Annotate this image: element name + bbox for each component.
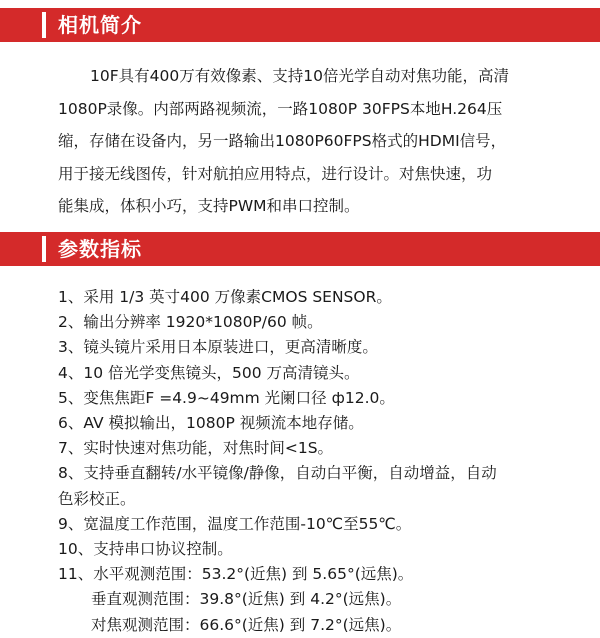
header-bar-mark — [42, 12, 46, 38]
intro-line: 1080P录像。内部两路视频流，一路1080P 30FPS本地H.264压 — [58, 99, 503, 118]
param-item: 3、镜头镜片采用日本原装进口，更高清晰度。 — [58, 338, 378, 357]
param-item: 7、实时快速对焦功能，对焦时间<1S。 — [58, 439, 334, 458]
param-item: 2、输出分辨率 1920*1080P/60 帧。 — [58, 313, 323, 332]
param-subitem: 垂直观测范围：39.8°(近焦) 到 4.2°(远焦)。 — [91, 590, 402, 609]
param-item: 10、支持串口协议控制。 — [58, 540, 233, 559]
param-item: 1、采用 1/3 英寸400 万像素CMOS SENSOR。 — [58, 288, 392, 306]
param-item: 11、水平观测范围：53.2°(近焦) 到 5.65°(远焦)。 — [58, 565, 414, 584]
intro-paragraph — [58, 60, 558, 223]
section-title-params: 参数指标 — [58, 237, 142, 261]
params-list — [58, 285, 578, 638]
intro-line: 缩，存储在设备内，另一路输出1080P60FPS格式的HDMI信号， — [58, 132, 507, 150]
param-item: 6、AV 模拟输出，1080P 视频流本地存储。 — [58, 414, 364, 433]
param-item: 5、变焦焦距F =4.9~49mm 光阑口径 ф12.0。 — [58, 388, 395, 407]
section-title-intro: 相机简介 — [58, 13, 142, 37]
header-bar-mark — [42, 236, 46, 262]
param-item-continuation: 色彩校正。 — [58, 489, 136, 508]
section-header-params — [0, 232, 600, 266]
intro-line: 能集成，体积小巧，支持PWM和串口控制。 — [58, 197, 360, 215]
intro-line: 用于接无线图传，针对航拍应用特点，进行设计。对焦快速，功 — [58, 164, 493, 183]
param-item: 9、宽温度工作范围，温度工作范围-10℃至55℃。 — [58, 514, 412, 533]
section-header-intro — [0, 8, 600, 42]
param-subitem: 对焦观测范围：66.6°(近焦) 到 7.2°(远焦)。 — [91, 615, 402, 634]
param-item: 4、10 倍光学变焦镜头，500 万高清镜头。 — [58, 363, 360, 382]
intro-line: 10F具有400万有效像素、支持10倍光学自动对焦功能，高清 — [90, 67, 509, 85]
param-item: 8、支持垂直翻转/水平镜像/静像，自动白平衡，自动增益，自动 — [58, 464, 497, 483]
